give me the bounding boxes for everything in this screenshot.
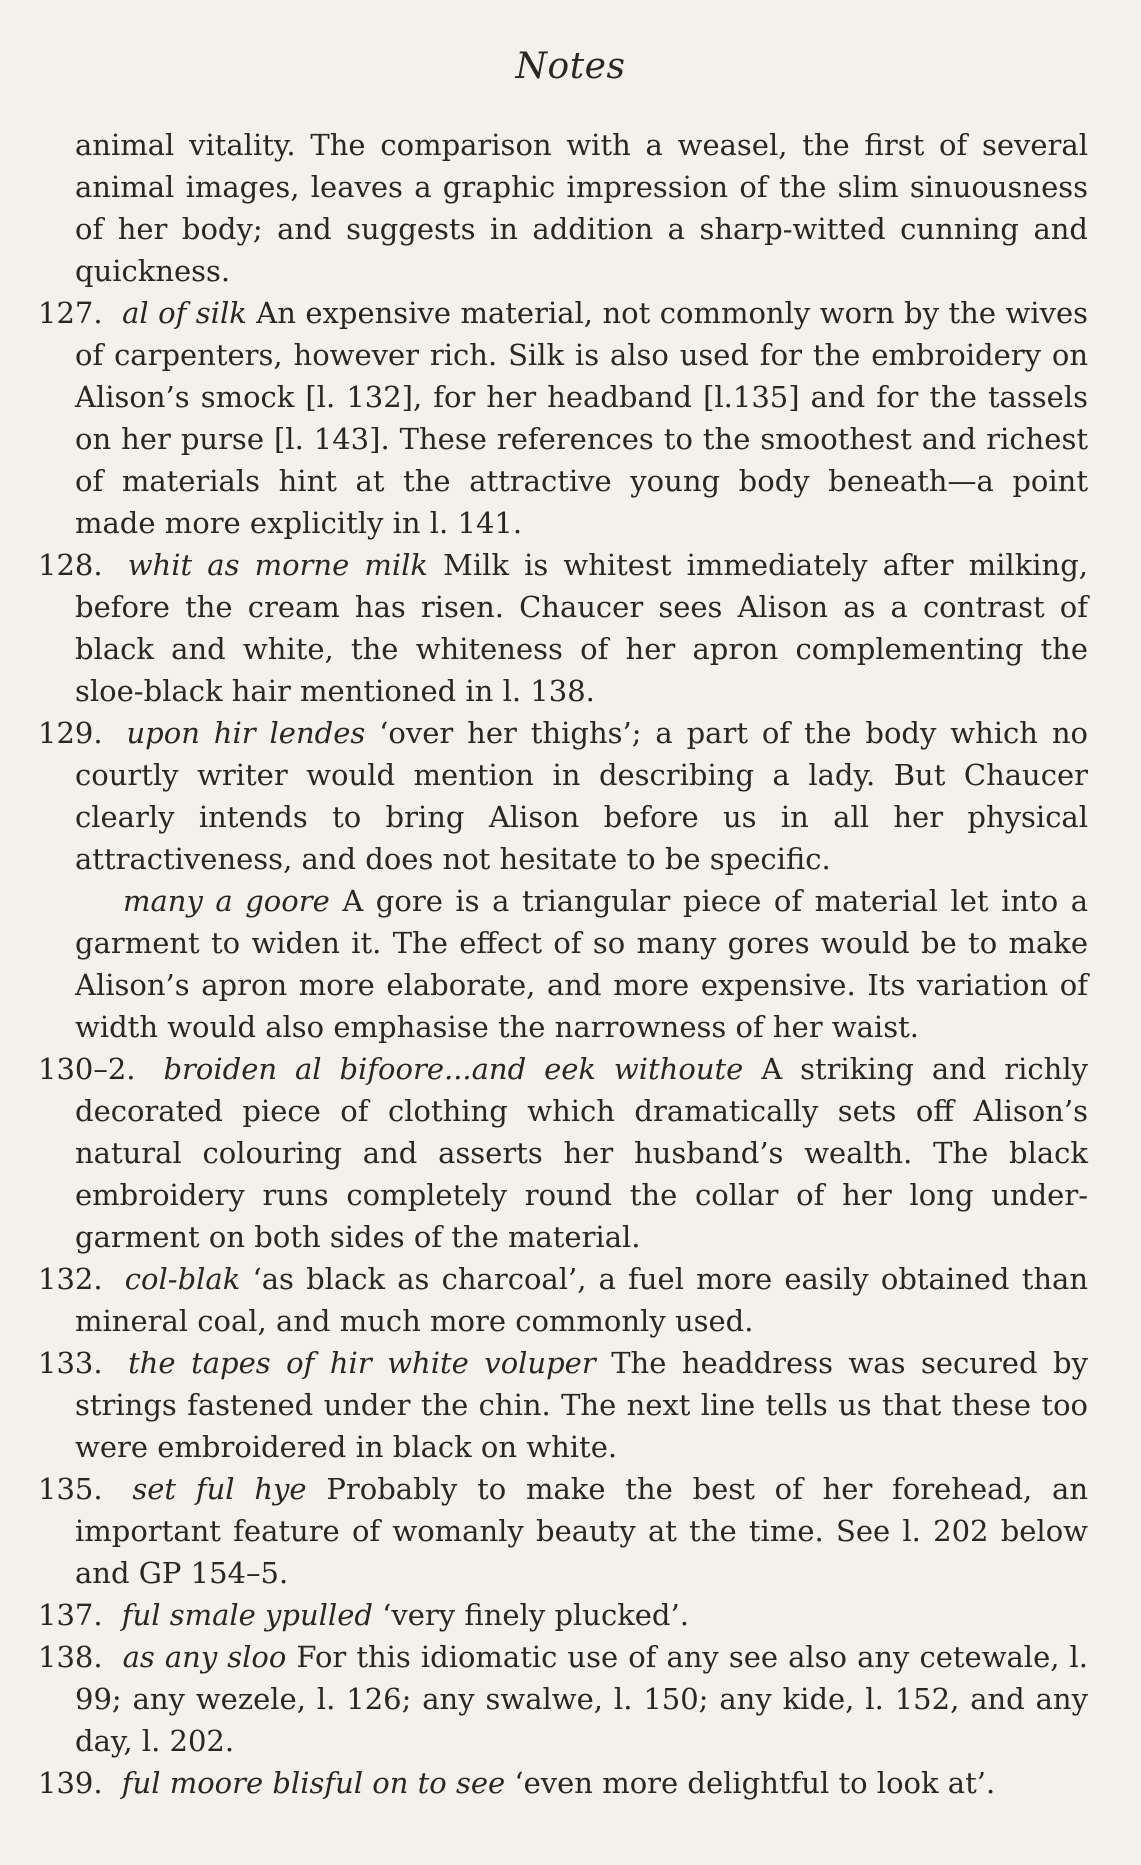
note-132 [38, 1258, 1088, 1342]
note-sub-text: A gore is a triangular piece of material let into a garment to widen it. The effect of so many gores would be to make Alison’s apron more elaborate, and more expensive. Its variation of width would also emphasise the narrowness of her waist. [75, 884, 1089, 1044]
note-text: ‘very finely plucked’. [382, 1598, 689, 1632]
note-number: 130–2. [38, 1052, 136, 1086]
note-number: 132. [38, 1262, 103, 1296]
note-text: ‘over her thighs’; a part of the body which no courtly writer would mention in describing a lady. But Chaucer clearly intends to bring Alison before us in all her physical attractiveness, and does not hesitate to be specific. [75, 716, 1089, 876]
continued-note-text: animal vitality. The comparison with a weasel, the first of several animal images, leaves a graphic impression of the slim sinuousness of her body; and suggests in addition a sharp-witted cunning and quickness. [75, 128, 1088, 288]
note-lemma: al of silk [122, 296, 247, 330]
notes-body [38, 124, 1088, 1804]
note-128 [38, 544, 1088, 712]
note-text: ‘as black as charcoal’, a fuel more easily obtained than mineral coal, and much more commonly used. [75, 1262, 1089, 1338]
note-135 [38, 1468, 1088, 1594]
note-text: For this idiomatic use of any see also any cetewale, l. 99; any wezele, l. 126; any swalwe, l. 150; any kide, l. 152, and any day, l. 202. [75, 1640, 1089, 1758]
note-129-sub [38, 880, 1088, 1048]
note-lemma: col-blak [124, 1262, 241, 1296]
note-138 [38, 1636, 1088, 1762]
note-lemma: set ful hye [132, 1472, 307, 1506]
note-lemma: upon hir lendes [126, 716, 366, 750]
note-133 [38, 1342, 1088, 1468]
note-number: 139. [38, 1766, 103, 1800]
note-130-2 [38, 1048, 1088, 1258]
note-number: 137. [38, 1598, 103, 1632]
note-lemma: ful moore blisful on to see [121, 1766, 506, 1800]
note-text: Milk is whitest immediately after milking, before the cream has risen. Chaucer sees Alison as a contrast of black and white, the whiteness of her apron complementing the sloe-black hair mentioned in l. 138. [75, 548, 1088, 708]
note-lemma: the tapes of hir white voluper [128, 1346, 596, 1380]
note-lemma: ful smale ypulled [121, 1598, 373, 1632]
note-sub-lemma: many a goore [123, 884, 330, 918]
note-text: A striking and richly decorated piece of clothing which dramatically sets off Alison’s natural colouring and asserts her husband’s wealth. The black embroidery runs completely round the collar of her long under-garment on both sides of the material. [75, 1052, 1089, 1254]
note-137 [38, 1594, 1088, 1636]
note-lemma: broiden al bifoore...and eek withoute [163, 1052, 744, 1086]
note-number: 127. [38, 296, 103, 330]
note-number: 129. [38, 716, 103, 750]
note-text: The headdress was secured by strings fastened under the chin. The next line tells us that these too were embroidered in black on white. [75, 1346, 1088, 1464]
note-text: ‘even more delightful to look at’. [514, 1766, 996, 1800]
note-129 [38, 712, 1088, 880]
note-lemma: whit as morne milk [127, 548, 428, 582]
note-127 [38, 292, 1088, 544]
note-139 [38, 1762, 1088, 1804]
running-head: Notes [515, 46, 626, 87]
note-lemma: as any sloo [122, 1640, 287, 1674]
note-text: An expensive material, not commonly worn by the wives of carpenters, however rich. Silk is also used for the embroidery on Alison’s smock [l. 132], for her headband [l.135] and for the tassels on her purse [l. 143]. These references to the smoothest and richest of materials hint at the attractive young body beneath—a point made more explicitly in l. 141. [75, 296, 1088, 540]
note-number: 128. [38, 548, 103, 582]
note-number: 138. [38, 1640, 103, 1674]
note-text: Probably to make the best of her forehead, an important feature of womanly beauty at the time. See l. 202 below and GP 154–5. [75, 1472, 1089, 1590]
note-number: 133. [38, 1346, 103, 1380]
note-number: 135. [38, 1472, 103, 1506]
